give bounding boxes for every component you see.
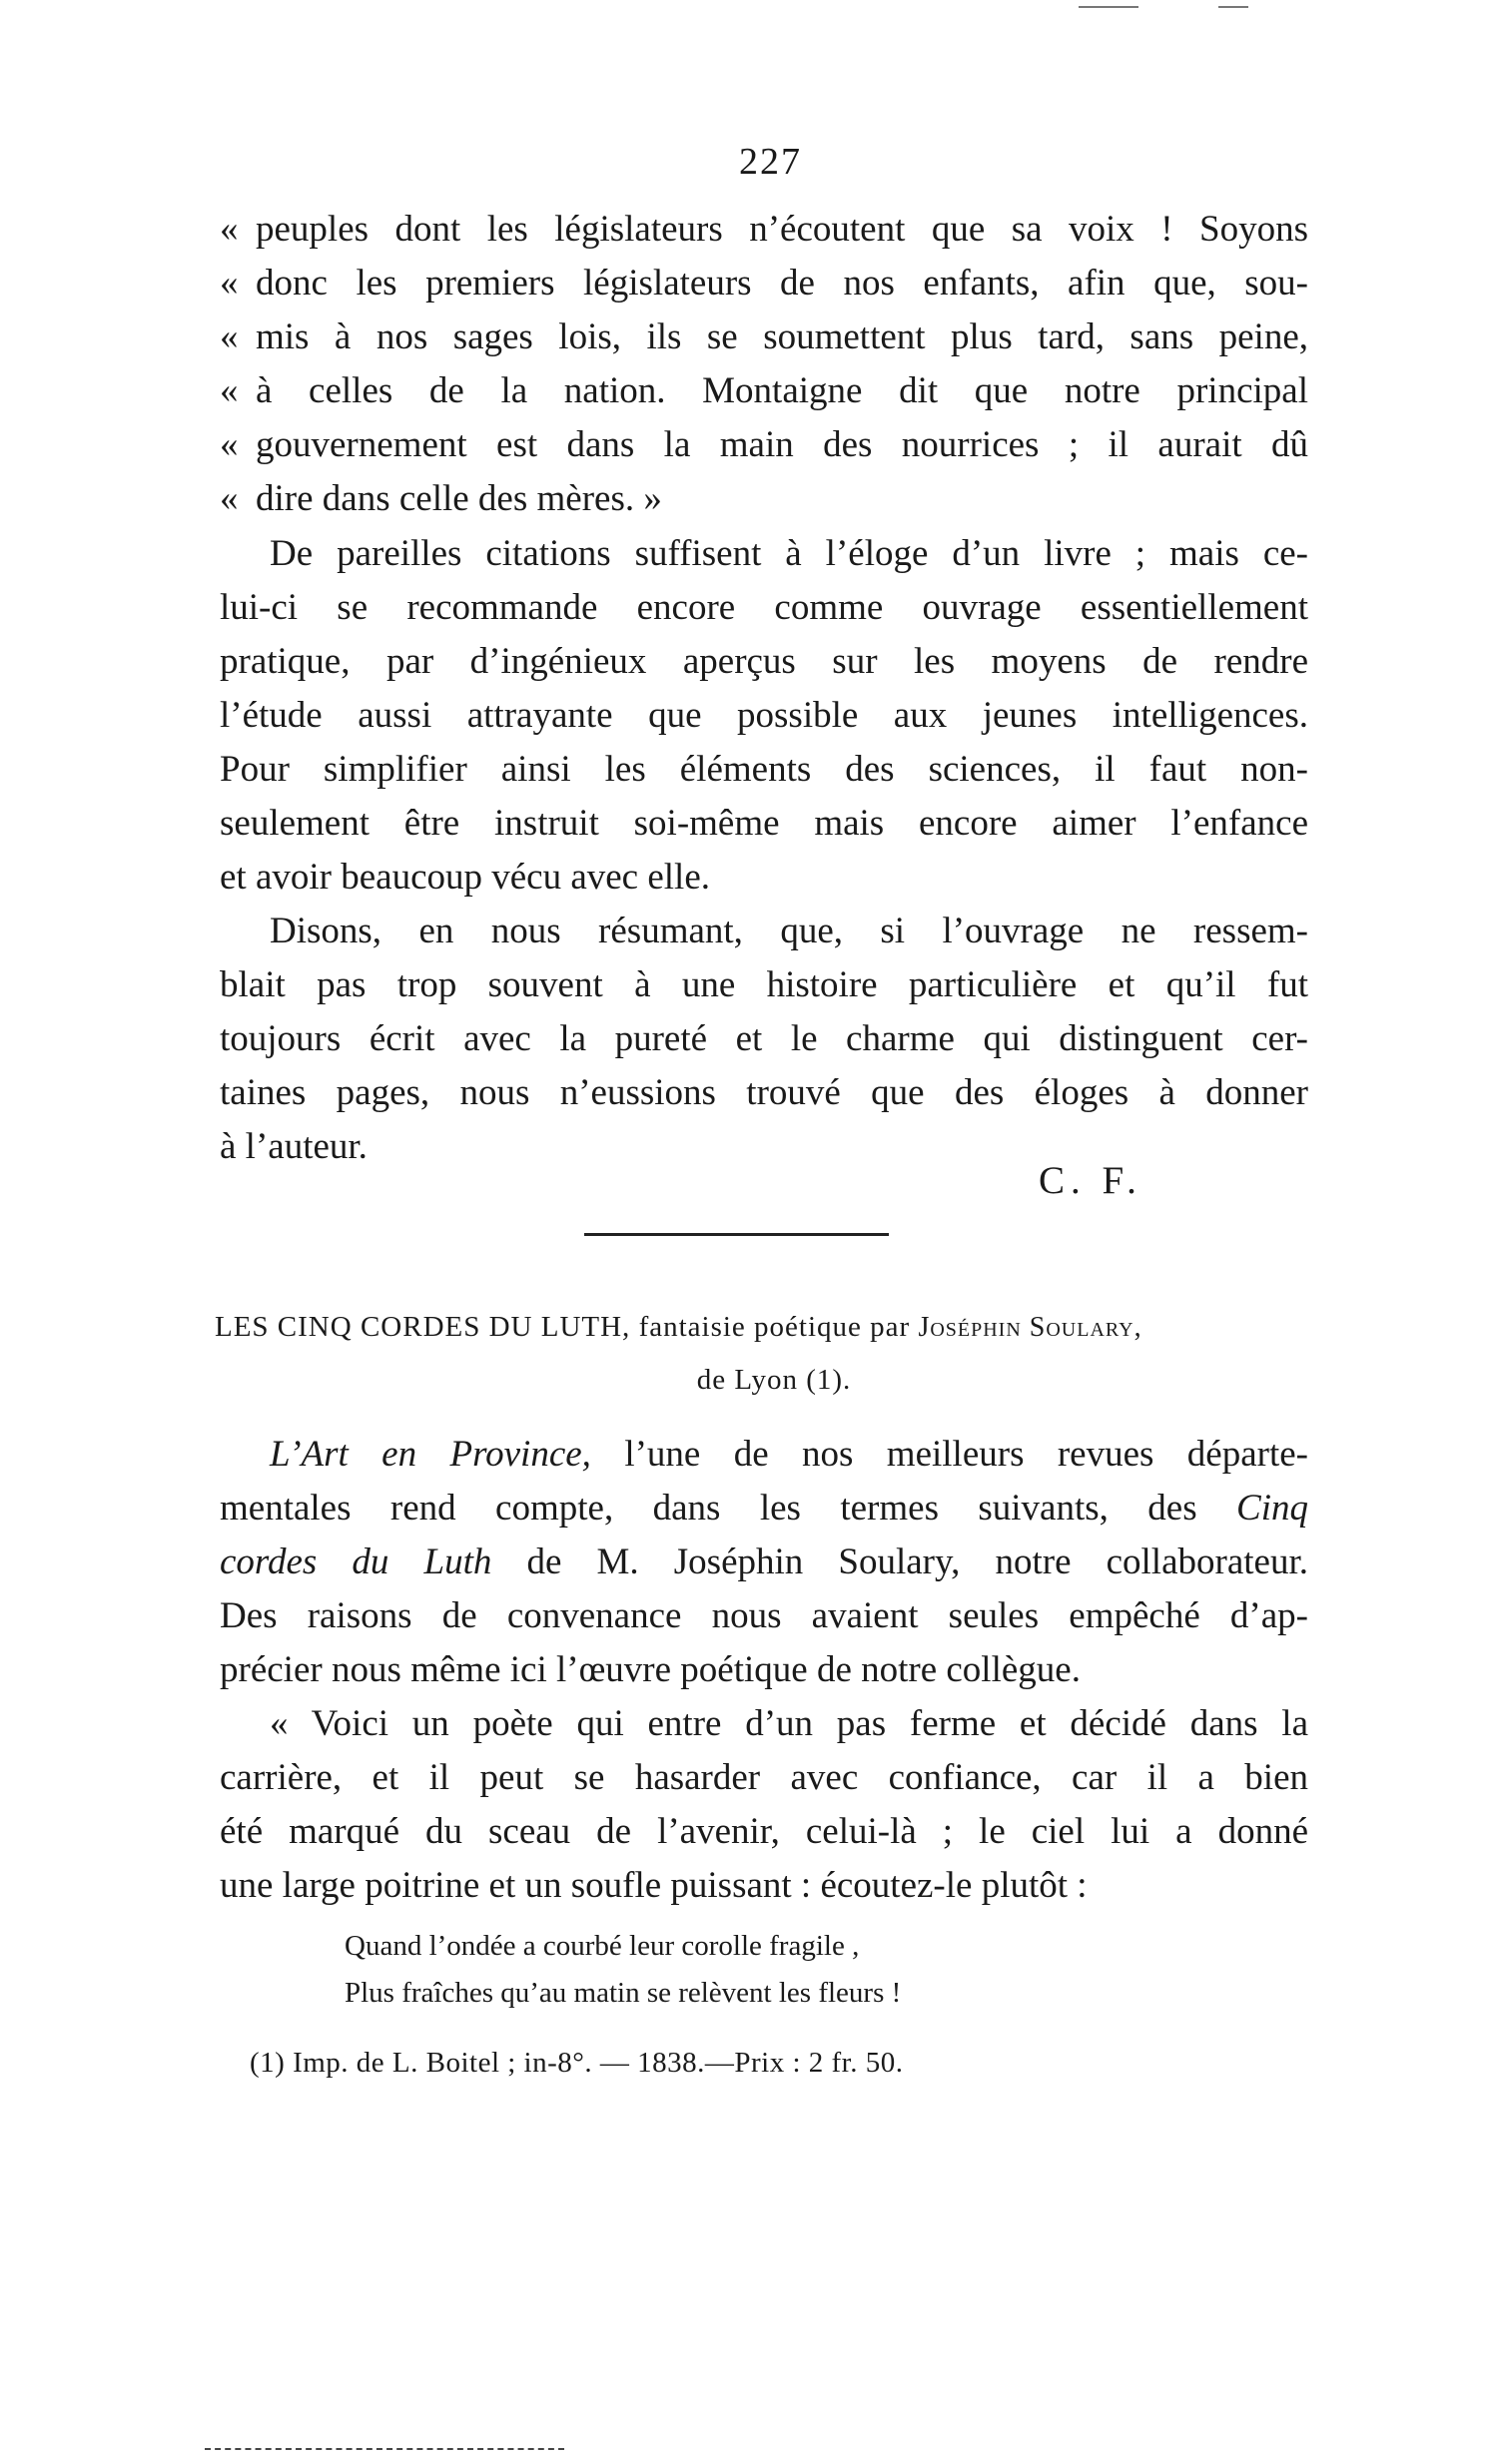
article-line: « Voici un poète qui entre d’un pas ferme et décidé dans la (270, 1703, 1308, 1744)
page-number: 227 (739, 141, 802, 183)
review-line: lui-ci se recommande encore comme ouvrage essentiellement (220, 587, 1308, 628)
scan-mark (1079, 6, 1138, 8)
verse-line: Quand l’ondée a courbé leur corolle fragile , (345, 1930, 860, 1962)
article-paragraphs (220, 1428, 1308, 1913)
quote-line: « gouvernement est dans la main des nourrices ; il aurait dû (220, 424, 1308, 465)
article-line: précier nous même ici l’œuvre poétique de notre collègue. (220, 1649, 1081, 1690)
review-line: De pareilles citations suffisent à l’éloge d’un livre ; mais ce- (270, 533, 1308, 574)
review-paragraphs (220, 527, 1308, 1174)
signature: C. F. (1039, 1159, 1142, 1202)
review-line: blait pas trop souvent à une histoire particulière et qu’il fut (220, 964, 1308, 1005)
article-line: carrière, et il peut se hasarder avec confiance, car il a bien (220, 1757, 1308, 1798)
article-line: été marqué du sceau de l’avenir, celui-là ; le ciel lui a donné (220, 1811, 1308, 1852)
verse-line: Plus fraîches qu’au matin se relèvent les fleurs ! (345, 1977, 902, 2009)
quote-line: « dire dans celle des mères. » (220, 478, 662, 519)
heading-place: de Lyon (1). (696, 1364, 852, 1396)
review-line: l’étude aussi attrayante que possible aux jeunes intelligences. (220, 695, 1308, 736)
review-line: taines pages, nous n’eussions trouvé que des éloges à donner (220, 1072, 1308, 1113)
scan-bottom-rule (205, 2448, 564, 2450)
section-heading (215, 1301, 1313, 1406)
article-line: Des raisons de convenance nous avaient seules empêché d’ap- (220, 1595, 1308, 1636)
scan-mark (1218, 6, 1248, 8)
review-line: Disons, en nous résumant, que, si l’ouvrage ne ressem- (270, 911, 1308, 951)
heading-title: LES CINQ CORDES DU LUTH, (215, 1311, 631, 1343)
review-line: Pour simplifier ainsi les éléments des sciences, il faut non- (220, 749, 1308, 790)
review-line: et avoir beaucoup vécu avec elle. (220, 857, 711, 898)
review-line: seulement être instruit soi-même mais encore aimer l’enfance (220, 803, 1308, 844)
review-line: pratique, par d’ingénieux aperçus sur les moyens de rendre (220, 641, 1308, 682)
review-line: toujours écrit avec la pureté et le charme qui distinguent cer- (220, 1018, 1308, 1059)
quote-passage (220, 203, 1308, 526)
heading-subtitle: fantaisie poétique par (638, 1311, 911, 1343)
quote-line: « à celles de la nation. Montaigne dit que notre principal (220, 370, 1308, 411)
article-line: L’Art en Province, l’une de nos meilleurs revues départe- (270, 1434, 1308, 1475)
section-divider (584, 1233, 889, 1236)
footnote: (1) Imp. de L. Boitel ; in-8°. — 1838.—Prix : 2 fr. 50. (250, 2047, 904, 2079)
article-line: mentales rend compte, dans les termes suivants, des Cinq (220, 1488, 1308, 1529)
quote-line: « donc les premiers législateurs de nos enfants, afin que, sou- (220, 263, 1308, 304)
article-line: une large poitrine et un soufle puissant : écoutez-le plutôt : (220, 1865, 1088, 1906)
review-line: à l’auteur. (220, 1126, 368, 1167)
heading-author: Joséphin Soulary, (918, 1312, 1142, 1343)
quote-line: « mis à nos sages lois, ils se soumettent plus tard, sans peine, (220, 316, 1308, 357)
article-line: cordes du Luth de M. Joséphin Soulary, notre collaborateur. (220, 1541, 1308, 1582)
quote-line: « peuples dont les législateurs n’écoutent que sa voix ! Soyons (220, 209, 1308, 250)
